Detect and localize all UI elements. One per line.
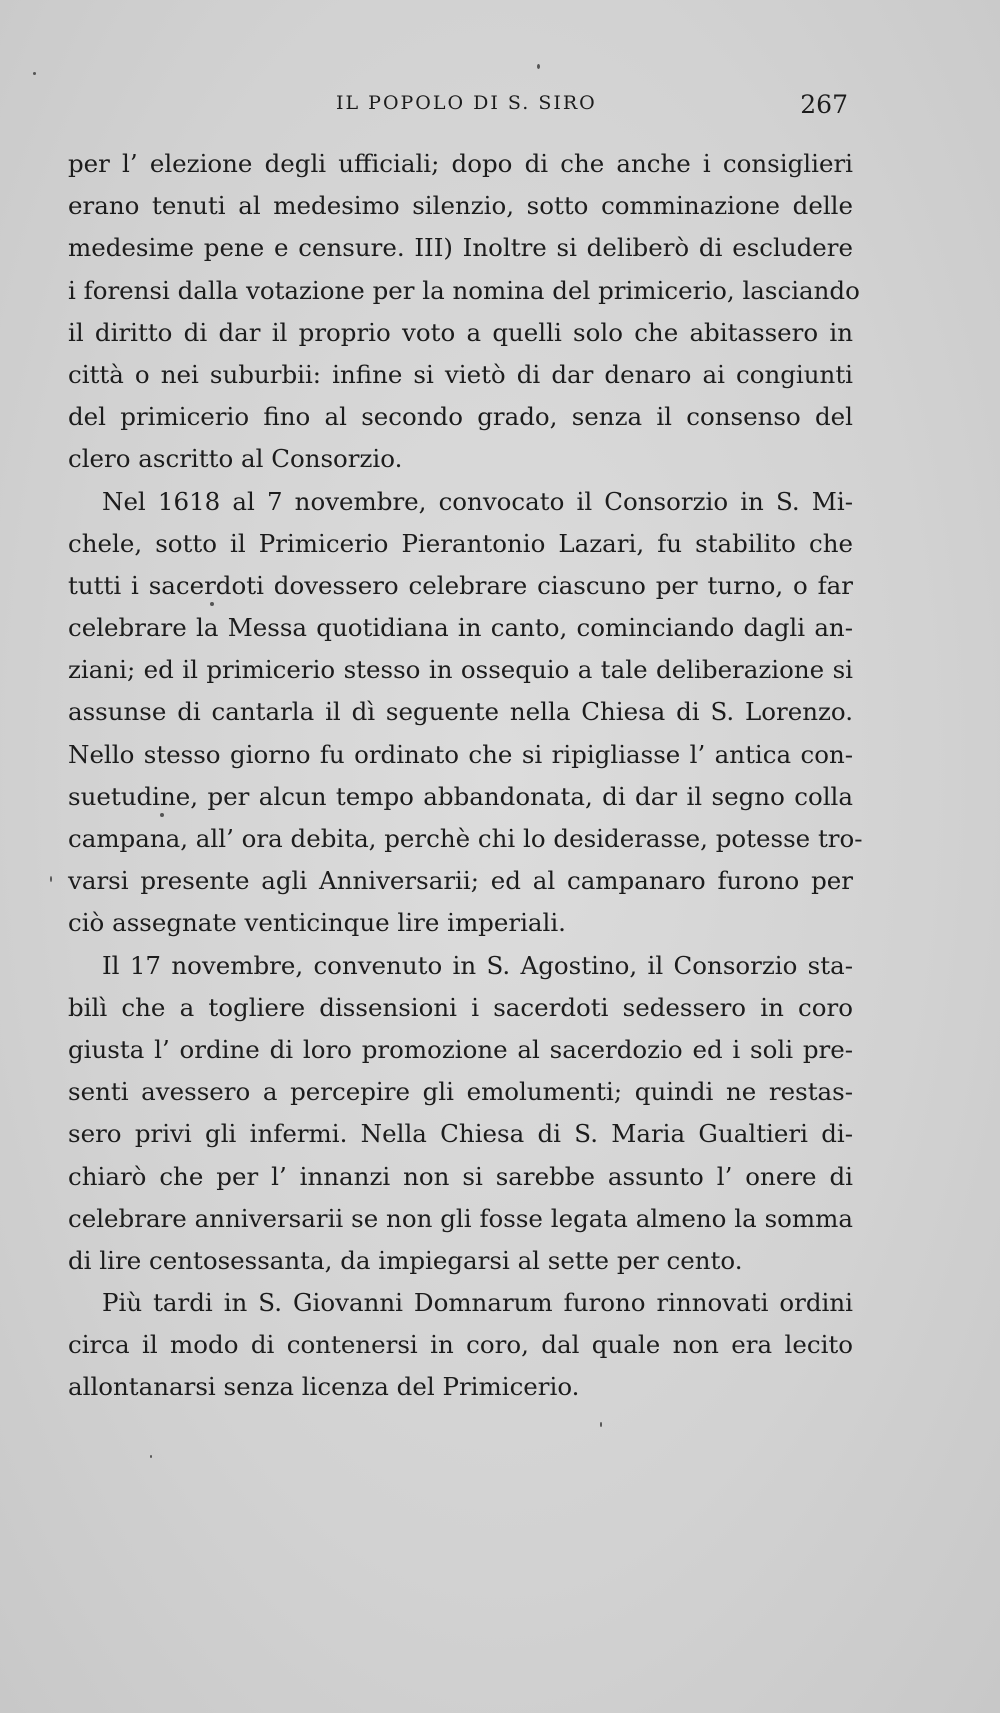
text-line: Nello stesso giorno fu ordinato che si ripigliasse l’ antica con- [68, 739, 853, 769]
running-title: IL POPOLO DI S. SIRO [336, 92, 597, 114]
text-line: per l’ elezione degli ufficiali; dopo di che anche i consiglieri [68, 149, 853, 178]
text-line: giusta l’ ordine di loro promozione al sacerdozio ed i soli pre- [68, 1034, 853, 1064]
text-line: erano tenuti al medesimo silenzio, sotto comminazione delle [68, 191, 853, 221]
text-line: del primicerio fino al secondo grado, senza il consenso del [68, 402, 853, 432]
text-line: di lire centosessanta, da impiegarsi al sette per cento. [68, 1245, 743, 1275]
text-line: Più tardi in S. Giovanni Domnarum furono rinnovati ordini [102, 1288, 853, 1318]
text-line: ziani; ed il primicerio stesso in ossequio a tale deliberazione si [68, 655, 853, 685]
text-line: tutti i sacerdoti dovessero celebrare ciascuno per turno, o far [68, 570, 853, 600]
text-line: i forensi dalla votazione per la nomina del primicerio, lasciando [68, 275, 860, 305]
text-line: sero privi gli infermi. Nella Chiesa di S. Maria Gualtieri di- [68, 1119, 853, 1149]
text-line: suetudine, per alcun tempo abbandonata, di dar il segno colla [68, 781, 853, 811]
text-line: celebrare la Messa quotidiana in canto, cominciando dagli an- [68, 613, 853, 643]
text-line: celebrare anniversarii se non gli fosse legata almeno la somma [68, 1203, 853, 1233]
text-line: circa il modo di contenersi in coro, dal quale non era lecito [68, 1330, 853, 1360]
body-text [68, 143, 863, 1409]
text-line: Nel 1618 al 7 novembre, convocato il Consorzio in S. Mi- [102, 486, 853, 516]
text-line: bilì che a togliere dissensioni i sacerdoti sedessero in coro [68, 992, 853, 1022]
running-head [68, 90, 848, 124]
text-line: campana, all’ ora debita, perchè chi lo desiderasse, potesse tro- [68, 824, 863, 853]
ink-speck [600, 1422, 602, 1427]
text-line: ciò assegnate venticinque lire imperiali. [68, 908, 566, 938]
ink-speck [50, 876, 52, 882]
text-line: città o nei suburbii: infine si vietò di dar denaro ai congiunti [68, 359, 853, 389]
text-line: medesime pene e censure. III) Inoltre si deliberò di escludere [68, 233, 853, 263]
text-line: varsi presente agli Anniversarii; ed al campanaro furono per [68, 866, 853, 896]
ink-speck [33, 72, 36, 75]
text-line: clero ascritto al Consorzio. [68, 444, 403, 474]
page-number: 267 [800, 90, 848, 119]
text-line: assunse di cantarla il dì seguente nella Chiesa di S. Lorenzo. [68, 697, 853, 727]
text-line: Il 17 novembre, convenuto in S. Agostino, il Consorzio sta- [102, 950, 853, 980]
ink-speck [150, 1455, 152, 1458]
text-line: il diritto di dar il proprio voto a quelli solo che abitassero in [68, 317, 853, 347]
text-line: chele, sotto il Primicerio Pierantonio Lazari, fu stabilito che [68, 528, 853, 558]
text-line: chiarò che per l’ innanzi non si sarebbe assunto l’ onere di [68, 1161, 853, 1191]
text-line: senti avessero a percepire gli emolumenti; quindi ne restas- [68, 1077, 853, 1107]
text-line: allontanarsi senza licenza del Primicerio. [68, 1372, 580, 1402]
ink-speck [537, 64, 540, 69]
